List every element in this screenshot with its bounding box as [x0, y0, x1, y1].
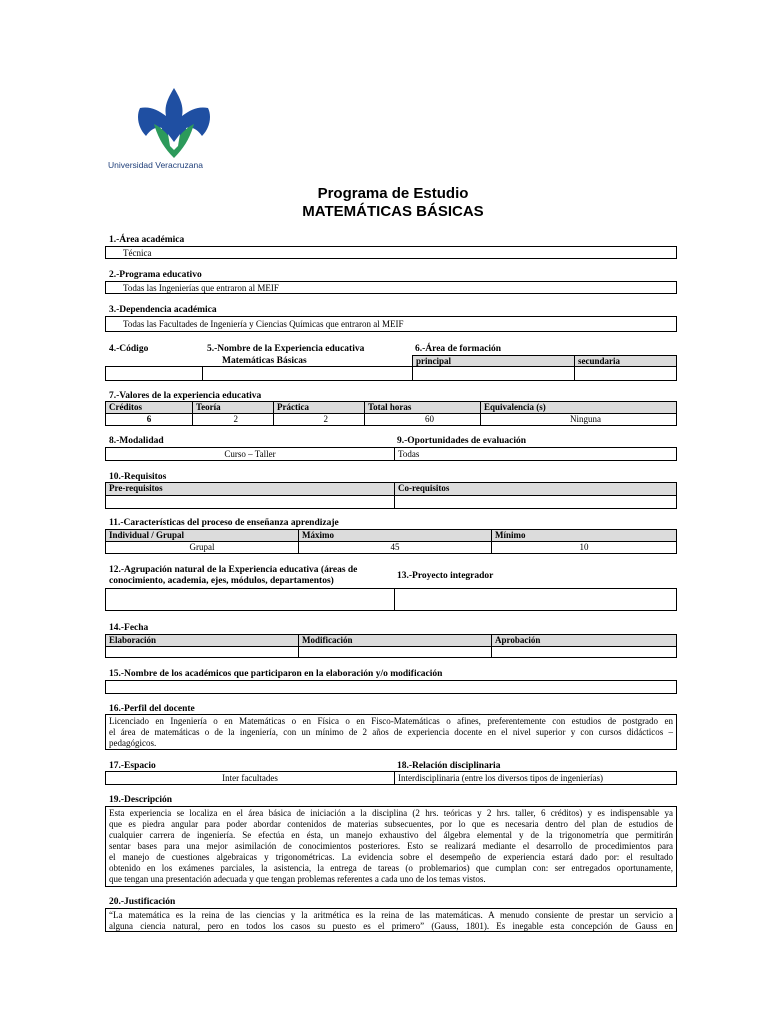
fecha-table — [105, 634, 677, 658]
codigo-row — [105, 366, 677, 381]
descripcion-line: obtenido en los exámenes parciales, la asistencia, la entrega de tareas (o problemarios) que cumplan con: ser entregados oportunamente, — [109, 863, 673, 873]
creditos-header: Créditos — [106, 402, 192, 413]
page-title: Programa de Estudio — [317, 185, 469, 202]
total-horas-header: Total horas — [365, 402, 480, 413]
agrupacion-label-line1: 12.-Agrupación natural de la Experiencia educativa (áreas de — [109, 565, 358, 575]
principal-header: principal — [413, 356, 574, 366]
perfil-docente-line: Licenciado en Ingeniería o en Matemáticas o en Física o en Fisco-Matemáticas o afines, preferentemente con estudios de postgrado en — [109, 716, 673, 726]
corequisitos-header: Co-requisitos — [395, 483, 676, 495]
creditos-value: 6 — [146, 414, 152, 424]
academicos-label: 15.-Nombre de los académicos que participaron en la elaboración y/o modificación — [109, 669, 443, 679]
requisitos-label: 10.-Requisitos — [109, 472, 167, 482]
dependencia-label: 3.-Dependencia académica — [109, 305, 217, 315]
area-academica-label: 1.-Área académica — [109, 235, 185, 245]
modalidad-label: 8.-Modalidad — [109, 436, 164, 446]
area-academica-field — [105, 246, 677, 259]
proyecto-integrador-label: 13.-Proyecto integrador — [397, 571, 494, 581]
maximo-value: 45 — [390, 542, 400, 552]
relacion-disciplinaria-value: Interdisciplinaria (entre los diversos tipos de ingenierías) — [398, 773, 603, 783]
requisitos-table — [105, 482, 677, 509]
perfil-docente-line: pedagógicos. — [109, 738, 157, 748]
programa-educativo-value: Todas las Ingenierías que entraron al MEIF — [123, 283, 279, 293]
perfil-docente-label: 16.-Perfil del docente — [109, 704, 195, 714]
modificacion-header: Modificación — [299, 635, 491, 646]
valores-label: 7.-Valores de la experiencia educativa — [109, 391, 262, 401]
justificacion-line: alguna ciencia natural, pero en todos los casos su puesto es el primero” (Gauss, 1801). Es inegable esta concepción de Gauss en — [109, 921, 673, 931]
minimo-header: Mínimo — [492, 530, 676, 541]
secundaria-header: secundaria — [575, 356, 676, 366]
total-horas-value: 60 — [425, 414, 434, 424]
programa-educativo-field — [105, 281, 677, 294]
descripcion-line: sentar bases para una mejor asimilación de conocimientos posteriores. Esto se realizará mediante el desarrollo de procedimientos para — [109, 841, 673, 851]
programa-educativo-label: 2.-Programa educativo — [109, 270, 202, 280]
minimo-value: 10 — [579, 542, 589, 552]
justificacion-label: 20.-Justificación — [109, 897, 176, 907]
fecha-label: 14.-Fecha — [109, 623, 149, 633]
modalidad-value: Curso – Taller — [224, 449, 276, 459]
agrupacion-label-line2: conocimiento, academia, ejes, módulos, departamentos) — [109, 576, 334, 586]
descripcion-line: que es piedra angular para poder abordar contenidos de materias subsecuentes, por lo que es necesaria dentro del plan de estudios de — [109, 819, 673, 829]
oportunidades-value: Todas — [398, 449, 420, 459]
descripcion-line: que tengan una presentación adecuada y que tengan problemas referentes a cada uno de los temas vistos. — [109, 874, 486, 884]
area-formacion-label: 6.-Área de formación — [415, 344, 502, 354]
nombre-ee-label: 5.-Nombre de la Experiencia educativa — [207, 344, 365, 354]
nombre-ee-value: Matemáticas Básicas — [222, 356, 307, 366]
practica-header: Práctica — [274, 402, 364, 413]
relacion-disciplinaria-label: 18.-Relación disciplinaria — [397, 761, 501, 771]
justificacion-field — [105, 908, 677, 932]
elaboracion-header: Elaboración — [106, 635, 298, 646]
perfil-docente-field — [105, 714, 677, 750]
equivalencia-header: Equivalencia (s) — [481, 402, 676, 413]
university-name: Universidad Veracruzana — [108, 160, 203, 170]
espacio-label: 17.-Espacio — [109, 761, 156, 771]
justificacion-line: “La matemática es la reina de las ciencias y la aritmética es la reina de las matemáticas. A menudo consiente de prestar un servicio a — [109, 910, 673, 920]
equivalencia-value: Ninguna — [570, 414, 601, 424]
dependencia-value: Todas las Facultades de Ingeniería y Ciencias Químicas que entraron al MEIF — [123, 319, 404, 329]
aprobacion-header: Aprobación — [492, 635, 676, 646]
descripcion-line: Esta experiencia se localiza en el área básica de iniciación a la disciplina (2 hrs. teóricas y 2 hrs. taller, 6 créditos) y es indispensable ya — [109, 808, 673, 818]
maximo-header: Máximo — [299, 530, 491, 541]
espacio-row — [105, 771, 677, 785]
area-academica-value: Técnica — [123, 248, 152, 258]
espacio-value: Inter facultades — [222, 773, 278, 783]
academicos-field — [105, 680, 677, 694]
descripcion-line: el manejo de cuestiones algebraicas y trigonométricas. La evidencia sobre el desempeño de experiencia estará dado por: el resultado — [109, 852, 673, 862]
caracteristicas-label: 11.-Características del proceso de enseñanza aprendizaje — [109, 518, 339, 528]
perfil-docente-line: el área de matemáticas o de la ingeniería, con un mínimo de 2 años de experiencia docente en el nivel superior y con cursos didácticos – — [109, 727, 673, 737]
descripcion-field — [105, 806, 677, 887]
teoria-value: 2 — [233, 414, 238, 424]
valores-table — [105, 401, 677, 426]
descripcion-label: 19.-Descripción — [109, 795, 173, 805]
oportunidades-label: 9.-Oportunidades de evaluación — [397, 436, 527, 446]
page-subtitle: MATEMÁTICAS BÁSICAS — [302, 203, 484, 220]
agrupacion-row — [105, 588, 677, 611]
caracteristicas-table — [105, 529, 677, 554]
practica-value: 2 — [323, 414, 328, 424]
individual-grupal-value: Grupal — [189, 542, 215, 552]
dependencia-field — [105, 316, 677, 332]
teoria-header: Teoría — [193, 402, 273, 413]
codigo-label: 4.-Código — [109, 344, 149, 354]
modalidad-row — [105, 447, 677, 461]
prerequisitos-header: Pre-requisitos — [106, 483, 394, 495]
individual-grupal-header: Individual / Grupal — [106, 530, 298, 541]
descripcion-line: cualquier carrera de ingeniería. Se efectúa en ésta, un manejo exhaustivo del álgebra elemental y de la trigonometría que permitirán — [109, 830, 673, 840]
